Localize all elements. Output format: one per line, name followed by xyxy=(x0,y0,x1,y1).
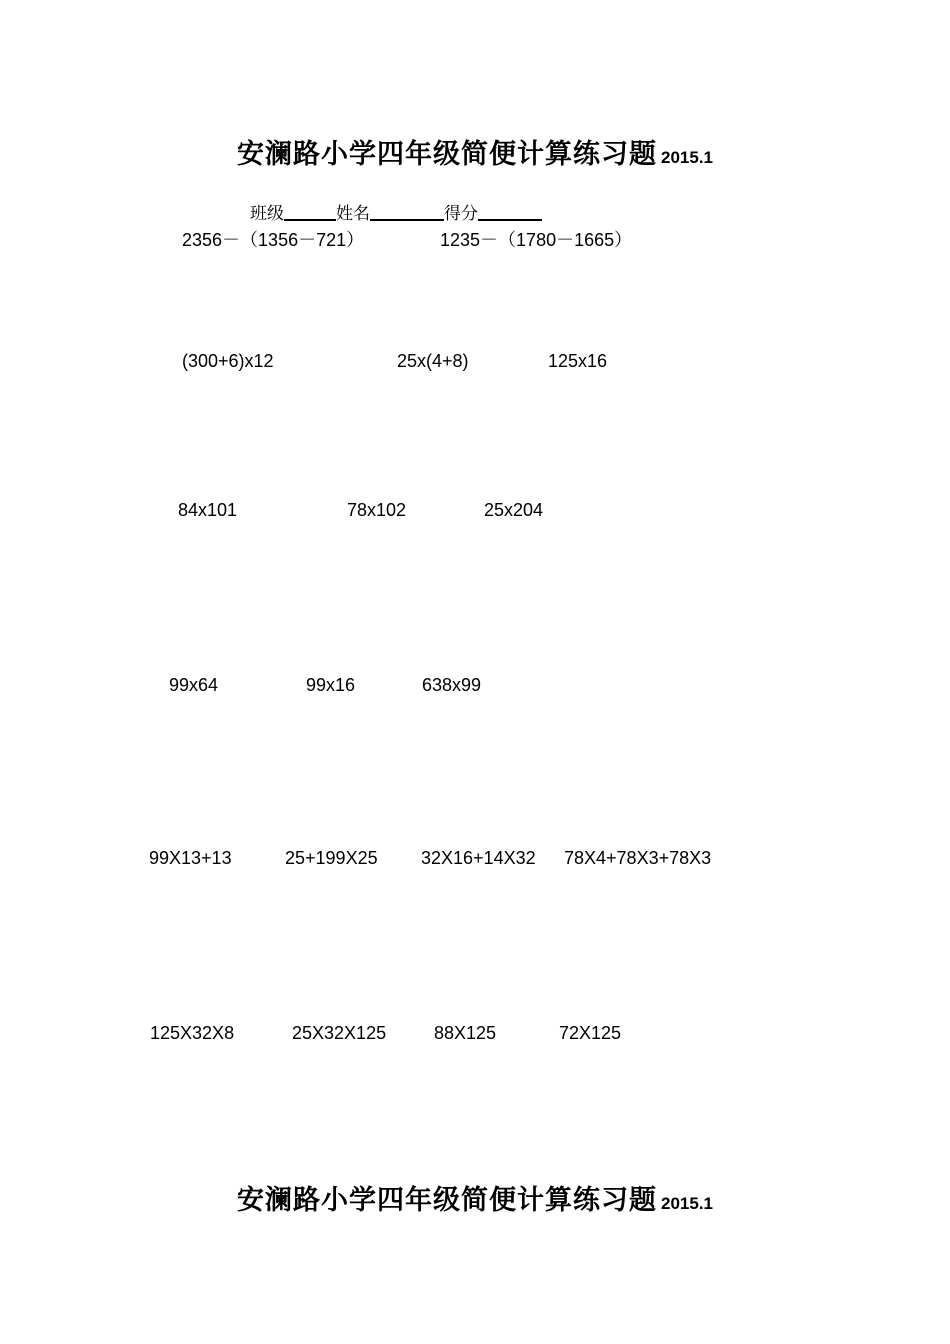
class-label: 班级 xyxy=(250,204,284,224)
problem: 25+199X25 xyxy=(285,848,378,868)
repeat-title-text: 安澜路小学四年级简便计算练习题 xyxy=(237,1185,657,1216)
problem: 78X4+78X3+78X3 xyxy=(564,848,712,868)
title-text: 安澜路小学四年级简便计算练习题 xyxy=(237,139,657,170)
info-line xyxy=(250,199,542,224)
problem: 72X125 xyxy=(559,1023,622,1043)
problem: 25X32X125 xyxy=(292,1023,387,1043)
problem: 638x99 xyxy=(422,675,482,695)
problem: 25x(4+8) xyxy=(397,351,469,371)
name-label: 姓名 xyxy=(336,204,370,224)
problem: 2356－（1356－721） xyxy=(182,230,365,250)
name-blank xyxy=(370,203,444,221)
title-year: 2015.1 xyxy=(661,148,713,167)
problem: 32X16+14X32 xyxy=(421,848,536,868)
problem: 125X32X8 xyxy=(150,1023,235,1043)
problem: 25x204 xyxy=(484,500,544,520)
problem: (300+6)x12 xyxy=(182,351,274,371)
problem: 99x64 xyxy=(169,675,219,695)
page-title xyxy=(0,132,950,171)
problem: 1235－（1780－1665） xyxy=(440,230,633,250)
problem: 125x16 xyxy=(548,351,608,371)
problem: 78x102 xyxy=(347,500,407,520)
problem: 88X125 xyxy=(434,1023,497,1043)
score-label: 得分 xyxy=(444,204,478,224)
repeat-page-title xyxy=(0,1178,950,1217)
problem: 99X13+13 xyxy=(149,848,232,868)
problem: 99x16 xyxy=(306,675,356,695)
problem: 84x101 xyxy=(178,500,238,520)
score-blank xyxy=(478,203,542,221)
class-blank xyxy=(284,203,336,221)
repeat-title-year: 2015.1 xyxy=(661,1194,713,1213)
